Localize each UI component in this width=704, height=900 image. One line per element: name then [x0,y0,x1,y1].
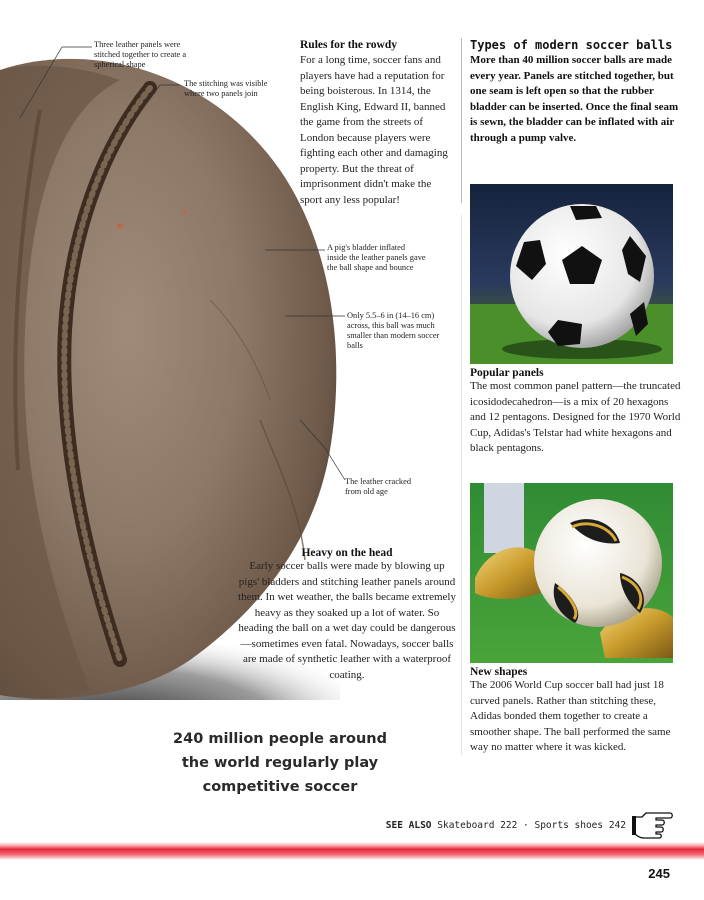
stat-callout [150,727,410,799]
footer-red-bar [0,842,704,860]
rules-section [300,39,452,208]
annotation-stitching: The stitching was visible where two panels join [184,79,268,98]
column-divider [461,38,462,203]
heavy-section [238,547,456,683]
stat-line-3: competitive soccer [202,779,358,795]
types-body: More than 40 million soccer balls are made every year. Panels are stitched together, but one seam is left open so that the rubber bladder can be inserted. Once the final seam is sewn, the bladder can be inflated with air through a pump valve. [470,54,679,144]
heavy-body: Early soccer balls were made by blowing up pigs' bladders and stitching leather panels around them. In wet weather, the balls became extremely heavy as they soaked up a lot of water. So heading the ball on a wet day could be dangerous—sometimes even fatal. Nowadays, soccer balls are made of synthetic leather with a waterproof coating. [238,560,456,681]
new-shapes-caption [470,666,685,756]
stat-line-1: 240 million people around [173,731,387,747]
pointing-hand-icon [632,805,674,839]
new-shapes-body: The 2006 World Cup soccer ball had just 18 curved panels. Rather than stitching these, Adidas bonded them together to create a smoother shape. The ball performed the same way no matter where it was kicked. [470,679,671,753]
annotation-bladder: A pig's bladder inflated inside the leather panels gave the ball shape and bounce [327,243,426,272]
annotation-three-panels: Three leather panels were stitched together to create a spherical shape [94,40,187,69]
popular-body: The most common panel pattern—the truncated icosidodecahedron—is a mix of 20 hexagons and 12 pentagons. Designed for the 1970 World Cup, Adidas's Telstar had white hexagons and black pentagons. [470,380,681,454]
annotation-size: Only 5.5–6 in (14–16 cm) across, this ball was much smaller than modern soccer balls [347,311,440,350]
types-section [470,38,680,146]
popular-panels-caption [470,367,685,457]
page-number: 245 [648,866,670,881]
telstar-ball-photo [470,184,673,364]
see-also[interactable] [386,820,626,831]
popular-title: Popular panels [470,367,544,379]
new-shapes-title: New shapes [470,666,528,678]
rules-body: For a long time, soccer fans and players have had a reputation for being boisterous. In 1314, the English King, Edward II, banned the game from the streets of London because players were fighting each other and damaging property. But the threat of imprisonment didn't make the sport any less popular! [300,54,448,206]
column-divider-lower [461,215,462,755]
heavy-title: Heavy on the head [301,547,393,559]
stat-line-2: the world regularly play [181,755,379,771]
types-title: Types of modern soccer balls [470,38,673,52]
annotation-cracked: The leather cracked from old age [345,477,412,496]
teamgeist-ball-photo [470,483,673,663]
see-also-links[interactable]: Skateboard 222 · Sports shoes 242 [437,820,626,831]
rules-title: Rules for the rowdy [300,39,398,51]
see-also-label: SEE ALSO [385,820,432,831]
